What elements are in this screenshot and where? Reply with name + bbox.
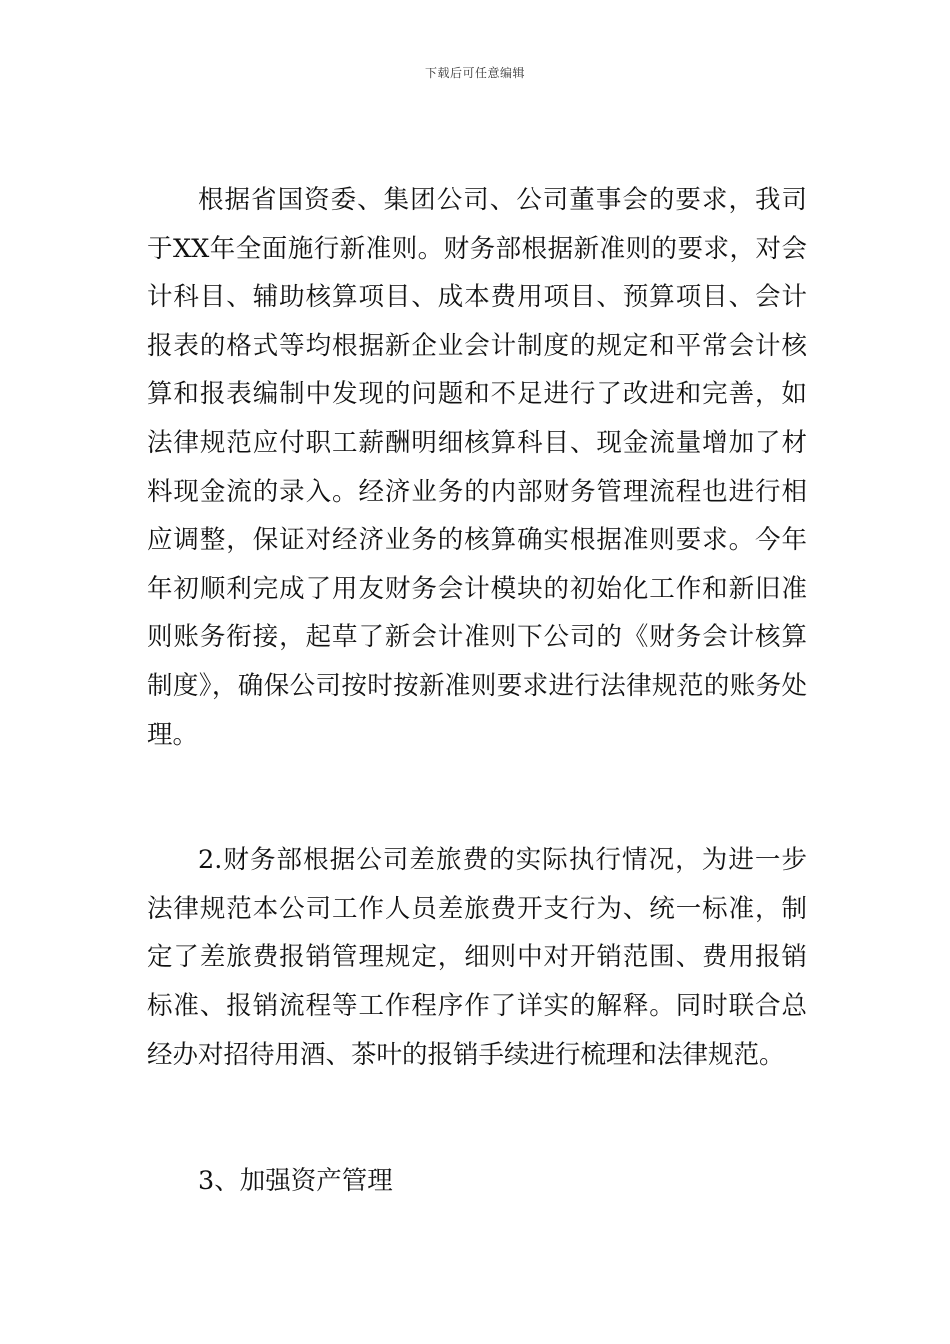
section-heading-asset-management: 3、加强资产管理	[198, 1166, 393, 1197]
paragraph-accounting-standards: 根据省国资委、集团公司、公司董事会的要求，我司于XX年全面施行新准则。财务部根据新准则的要求，对会计科目、辅助核算项目、成本费用项目、预算项目、会计报表的格式等均根据新企业会计制度的规定和平常会计核算和报表编制中发现的问题和不足进行了改进和完善，如法律规范应付职工薪酬明细核算科目、现金流量增加了材料现金流的录入。经济业务的内部财务管理流程也进行相应调整，保证对经济业务的核算确实根据准则要求。今年年初顺利完成了用友财务会计模块的初始化工作和新旧准则账务衔接，起草了新会计准则下公司的《财务会计核算制度》，确保公司按时按新准则要求进行法律规范的账务处理。	[147, 185, 807, 750]
document-body	[147, 176, 807, 1206]
page-header: 下载后可任意编辑	[424, 66, 525, 80]
paragraph-travel-expenses: 2.财务部根据公司差旅费的实际执行情况，为进一步法律规范本公司工作人员差旅费开支行为、统一标准，制定了差旅费报销管理规定，细则中对开销范围、费用报销标准、报销流程等工作程序作了详实的解释。同时联合总经办对招待用酒、茶叶的报销手续进行梳理和法律规范。	[147, 845, 807, 1070]
